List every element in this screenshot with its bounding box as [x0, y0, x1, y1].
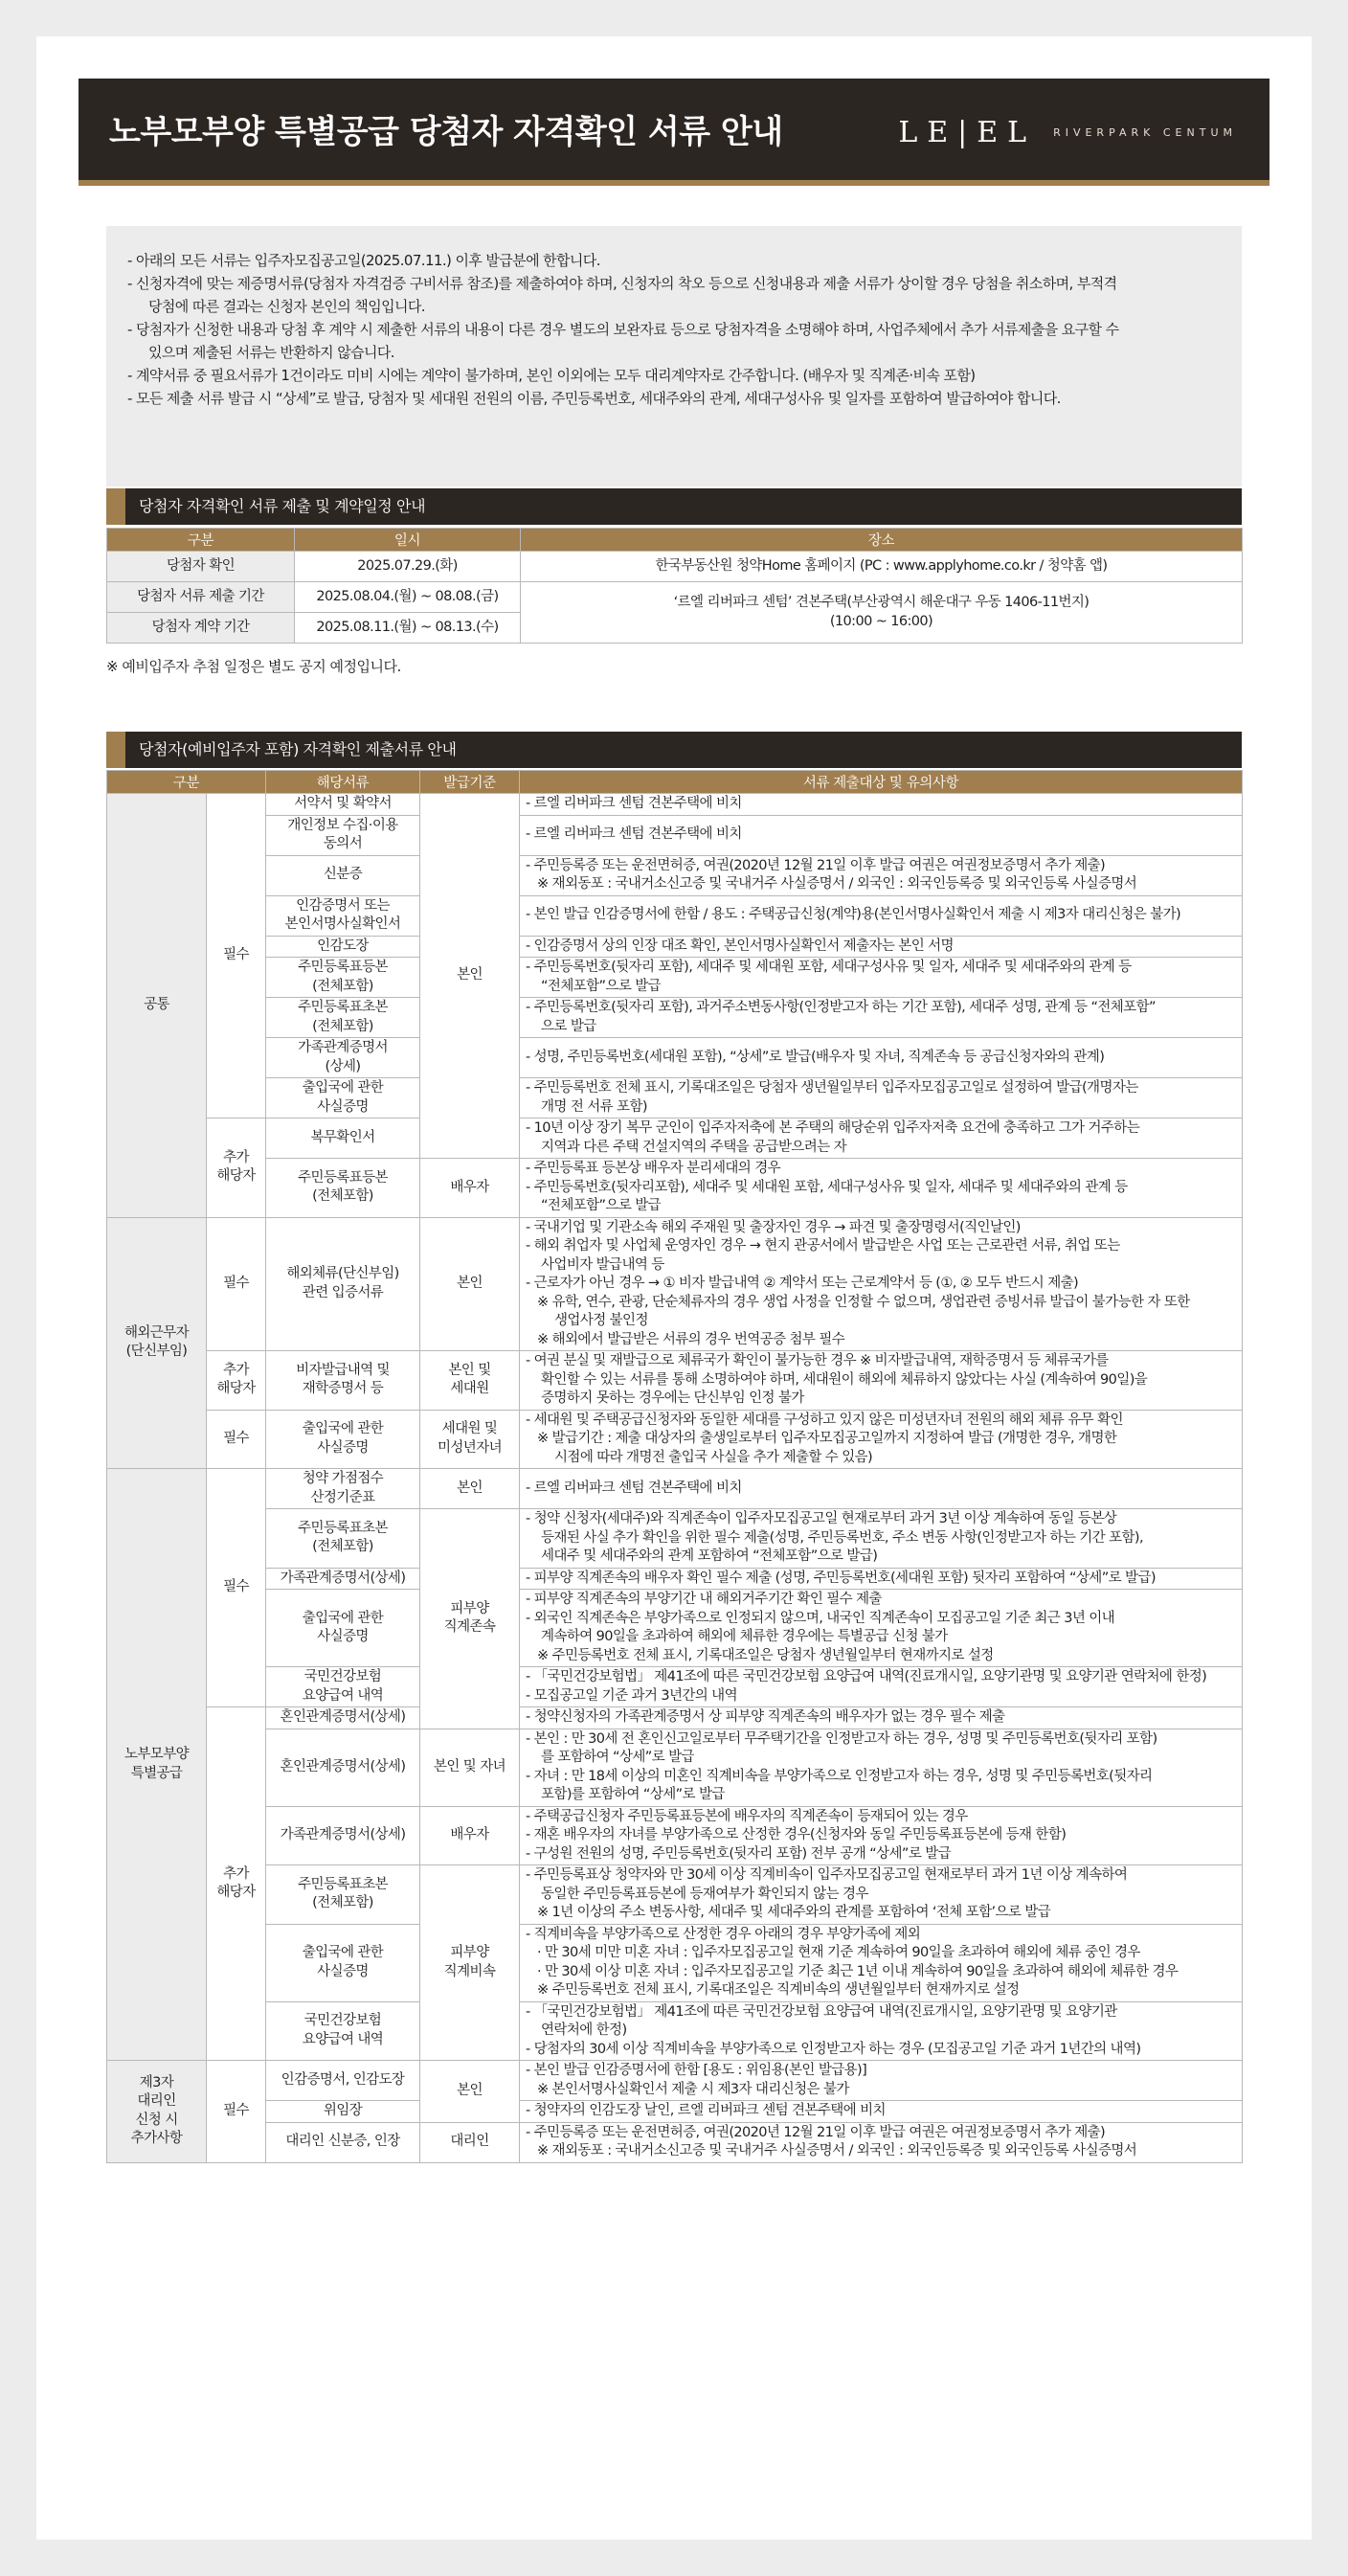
- column-header: 해당서류: [266, 771, 420, 794]
- table-row: [107, 1038, 1243, 1078]
- issuer: 본인 및 세대원: [420, 1351, 520, 1411]
- doc-note: - 주민등록증 또는 운전면허증, 여권(2020년 12월 21일 이후 발급 여권은 여권정보증명서 추가 제출) ※ 재외동포 : 국내거소신고증 및 국내거주 사실증명서 / 외국인 : 외국인등록증 및 외국인등록 사실증명서: [520, 2122, 1243, 2162]
- documents-table: [106, 770, 1243, 2163]
- doc-note: - 본인 발급 인감증명서에 한함 / 용도 : 주택공급신청(계약)용(본인서명사실확인서 제출 시 제3자 대리신청은 불가): [520, 895, 1243, 936]
- doc-note: - 국내기업 및 기관소속 해외 주재원 및 출장자인 경우 → 파견 및 출장명령서(직인날인) - 해외 취업자 및 사업체 운영자인 경우 → 현지 관공서에서 발급받은 사업 또는 근로관련 서류, 취업 또는 사업비자 발급내역 등 - 근로자가 아닌 경우 → ① 비자 발급내역 ② 계약서 또는 근로계약서 등 (①, ② 모두 반드시 제출) ※ 유학, 연수, 관광, 단순체류자의 경우 생업 사정을 인정할 수 없으며, 생업관련 증빙서류 발급이 불가능한 자 또한 생업사정 불인정 ※ 해외에서 발급받은 서류의 경우 번역공증 첨부 필수: [520, 1217, 1243, 1351]
- doc-name: 혼인관계증명서(상세): [266, 1707, 420, 1729]
- table-row: [107, 2122, 1243, 2162]
- doc-note: - 청약자의 인감도장 날인, 르엘 리버파크 센텀 견본주택에 비치: [520, 2101, 1243, 2123]
- schedule-footnote: ※ 예비입주자 추첨 일정은 별도 공지 예정입니다.: [106, 658, 401, 675]
- logo-mark: LE|EL: [898, 115, 1037, 149]
- doc-name: 가족관계증명서(상세): [266, 1568, 420, 1590]
- doc-note: - 주민등록번호(뒷자리 포함), 과거주소변동사항(인정받고자 하는 기간 포함), 세대주 성명, 관계 등 “전체포함” 으로 발급: [520, 998, 1243, 1038]
- schedule-label: 당첨자 확인: [107, 552, 295, 582]
- doc-note: - 주민등록번호(뒷자리 포함), 세대주 및 세대원 포함, 세대구성사유 및 일자, 세대주 및 세대주와의 관계 등 “전체포함”으로 발급: [520, 958, 1243, 998]
- notice-box: [106, 226, 1242, 486]
- notice-line: - 계약서류 중 필요서류가 1건이라도 미비 시에는 계약이 불가하며, 본인 이외에는 모두 대리계약자로 간주합니다. (배우자 및 직계존·비속 포함): [127, 367, 976, 384]
- logo-subtitle: RIVERPARK CENTUM: [1053, 125, 1237, 139]
- table-row: [107, 998, 1243, 1038]
- table-row: [107, 1469, 1243, 1509]
- issuer: 본인: [420, 1469, 520, 1509]
- page-header: [79, 79, 1269, 186]
- issuer: 본인: [420, 794, 520, 1159]
- table-row: [107, 1351, 1243, 1411]
- brand-logo: [898, 79, 1237, 186]
- notice-line: - 모든 제출 서류 발급 시 “상세”로 발급, 당첨자 및 세대원 전원의 이름, 주민등록번호, 세대주와의 관계, 세대구성사유 및 일자를 포함하여 발급하여야 합니다.: [127, 390, 1061, 407]
- doc-note: - 10년 이상 장기 복무 군인이 입주자저축에 본 주택의 해당순위 입주자저축 요건에 충족하고 그가 거주하는 지역과 다른 주택 건설지역의 주택을 공급받으려는 자: [520, 1119, 1243, 1159]
- issuer: 본인: [420, 1217, 520, 1351]
- issuer: 세대원 및 미성년자녀: [420, 1410, 520, 1469]
- doc-name: 주민등록표등본 (전체포함): [266, 958, 420, 998]
- doc-name: 청약 가점점수 산정기준표: [266, 1469, 420, 1509]
- doc-name: 비자발급내역 및 재학증명서 등: [266, 1351, 420, 1411]
- column-header: 구분: [107, 771, 266, 794]
- doc-note: - 「국민건강보험법」 제41조에 따른 국민건강보험 요양급여 내역(진료개시일, 요양기관명 및 요양기관 연락처에 한정) - 당첨자의 30세 이상 직계비속을 부양가족으로 인정받고자 하는 경우 (모집공고일 기준 과거 1년간의 내역): [520, 2001, 1243, 2061]
- schedule-place: [521, 582, 1243, 644]
- subgroup-label: 필수: [207, 1217, 266, 1351]
- table-row: [107, 1729, 1243, 1806]
- table-row: [107, 815, 1243, 855]
- schedule-date: 2025.07.29.(화): [295, 552, 521, 582]
- doc-note: - 주민등록표 등본상 배우자 분리세대의 경우 - 주민등록번호(뒷자리포함), 세대주 및 세대원 포함, 세대구성사유 및 일자, 세대주 및 세대주와의 관계 등 “전체포함”으로 발급: [520, 1159, 1243, 1218]
- doc-note: - 피부양 직계존속의 부양기간 내 해외거주기간 확인 필수 제출 - 외국인 직계존속은 부양가족으로 인정되지 않으며, 내국인 직계존속이 모집공고일 기준 최근 3년 이내 계속하여 90일을 초과하여 해외에 체류한 경우에는 특별공급 신청 불가 ※ 주민등록번호 전체 표시, 기록대조일은 당첨자 생년월일부터 현재까지로 설정: [520, 1590, 1243, 1667]
- doc-note: - 「국민건강보험법」 제41조에 따른 국민건강보험 요양급여 내역(진료개시일, 요양기관명 및 요양기관 연락처에 한정) - 모집공고일 기준 과거 3년간의 내역: [520, 1667, 1243, 1707]
- table-row: [107, 1667, 1243, 1707]
- doc-name: 복무확인서: [266, 1119, 420, 1159]
- table-row: [107, 1217, 1243, 1351]
- doc-name: 신분증: [266, 855, 420, 895]
- table-row: [107, 1865, 1243, 1925]
- table-row: [107, 855, 1243, 895]
- doc-name: 국민건강보험 요양급여 내역: [266, 1667, 420, 1707]
- issuer: 배우자: [420, 1159, 520, 1218]
- doc-note: - 성명, 주민등록번호(세대원 포함), “상세”로 발급(배우자 및 자녀, 직계존속 등 공급신청자와의 관계): [520, 1038, 1243, 1078]
- table-row: [107, 895, 1243, 936]
- doc-note: - 여권 분실 및 재발급으로 체류국가 확인이 불가능한 경우 ※ 비자발급내역, 재학증명서 등 체류국가를 확인할 수 있는 서류를 통해 소명하여야 하며, 세대원이 해외에 체류하지 않았다는 사실 (계속하여 90일)을 증명하지 못하는 경우에는 단신부임 인정 불가: [520, 1351, 1243, 1411]
- table-row: [107, 2001, 1243, 2061]
- notice-line: 당첨에 따른 결과는 신청자 본인의 책임입니다.: [148, 298, 425, 315]
- doc-name: 가족관계증명서(상세): [266, 1806, 420, 1865]
- subgroup-label: 필수: [207, 1469, 266, 1707]
- issuer: 대리인: [420, 2122, 520, 2162]
- subgroup-label: 필수: [207, 1410, 266, 1469]
- section-title-schedule: 당첨자 자격확인 서류 제출 및 계약일정 안내: [106, 488, 1242, 525]
- table-row: [107, 582, 1243, 613]
- notice-line: - 당첨자가 신청한 내용과 당첨 후 계약 시 제출한 서류의 내용이 다른 경우 별도의 보완자료 등으로 당첨자격을 소명해야 하며, 사업주체에서 추가 서류제출을 요구할 수: [127, 321, 1119, 338]
- doc-note: - 주택공급신청자 주민등록표등본에 배우자의 직계존속이 등재되어 있는 경우 - 재혼 배우자의 자녀를 부양가족으로 산정한 경우(신청자와 동일 주민등록표등본에 등재 한함) - 구성원 전원의 성명, 주민등록번호(뒷자리 포함) 전부 공개 “상세”로 발급: [520, 1806, 1243, 1865]
- table-row: [107, 1509, 1243, 1569]
- doc-note: - 본인 : 만 30세 전 혼인신고일로부터 무주택기간을 인정받고자 하는 경우, 성명 및 주민등록번호(뒷자리 포함) 를 포함하여 “상세”로 발급 - 자녀 : 만 18세 이상의 미혼인 직계비속을 부양가족으로 인정받고자 하는 경우, 성명 및 주민등록번호(뒷자리 포함)를 포함하여 “상세”로 발급: [520, 1729, 1243, 1806]
- section-title-documents: 당첨자(예비입주자 포함) 자격확인 제출서류 안내: [106, 732, 1242, 768]
- issuer: 피부양 직계비속: [420, 1865, 520, 2061]
- doc-name: 주민등록표등본 (전체포함): [266, 1159, 420, 1218]
- group-label: 해외근무자 (단신부임): [107, 1217, 207, 1469]
- table-row: [107, 936, 1243, 958]
- schedule-date: 2025.08.11.(월) ~ 08.13.(수): [295, 613, 521, 644]
- doc-name: 출입국에 관한 사실증명: [266, 1590, 420, 1667]
- doc-note: - 세대원 및 주택공급신청자와 동일한 세대를 구성하고 있지 않은 미성년자녀 전원의 해외 체류 유무 확인 ※ 발급기간 : 제출 대상자의 출생일로부터 입주자모집공고일까지 지정하여 발급 (개명한 경우, 개명한 시점에 따라 개명전 출입국 사실을 추가 제출할 수 있음): [520, 1410, 1243, 1469]
- doc-name: 서약서 및 확약서: [266, 794, 420, 816]
- table-row: [107, 1119, 1243, 1159]
- doc-note: - 르엘 리버파크 센텀 견본주택에 비치: [520, 815, 1243, 855]
- table-row: [107, 958, 1243, 998]
- doc-name: 인감증명서 또는 본인서명사실확인서: [266, 895, 420, 936]
- subgroup-label: 필수: [207, 2061, 266, 2163]
- column-header: 발급기준: [420, 771, 520, 794]
- doc-note: - 청약신청자의 가족관계증명서 상 피부양 직계존속의 배우자가 없는 경우 필수 제출: [520, 1707, 1243, 1729]
- issuer: 배우자: [420, 1806, 520, 1865]
- table-row: [107, 552, 1243, 582]
- doc-name: 주민등록표초본 (전체포함): [266, 998, 420, 1038]
- subgroup-label: 추가 해당자: [207, 1119, 266, 1218]
- doc-name: 주민등록표초본 (전체포함): [266, 1509, 420, 1569]
- schedule-place: 한국부동산원 청약Home 홈페이지 (PC : www.applyhome.co.kr / 청약홈 앱): [521, 552, 1243, 582]
- group-label: 제3자 대리인 신청 시 추가사항: [107, 2061, 207, 2163]
- issuer: 피부양 직계존속: [420, 1509, 520, 1729]
- column-header: 서류 제출대상 및 유의사항: [520, 771, 1243, 794]
- group-label: 공통: [107, 794, 207, 1218]
- issuer: 본인: [420, 2061, 520, 2123]
- doc-note: - 청약 신청자(세대주)와 직계존속이 입주자모집공고일 현재로부터 과거 3년 이상 계속하여 동일 등본상 등재된 사실 추가 확인을 위한 필수 제출(성명, 주민등록번호, 주소 변동 사항(인정받고자 하는 기간 포함), 세대주 및 세대주와의 관계 포함하여 “전체포함”으로 발급): [520, 1509, 1243, 1569]
- doc-note: - 주민등록증 또는 운전면허증, 여권(2020년 12월 21일 이후 발급 여권은 여권정보증명서 추가 제출) ※ 재외동포 : 국내거소신고증 및 국내거주 사실증명서 / 외국인 : 외국인등록증 및 외국인등록 사실증명서: [520, 855, 1243, 895]
- table-row: [107, 1924, 1243, 2001]
- table-row: [107, 1078, 1243, 1119]
- doc-note: - 주민등록표상 청약자와 만 30세 이상 직계비속이 입주자모집공고일 현재로부터 과거 1년 이상 계속하여 동일한 주민등록표등본에 등재여부가 확인되지 않는 경우 ※ 1년 이상의 주소 변동사항, 세대주 및 세대주와의 관계를 포함하여 ‘전체 포함’으로 발급: [520, 1865, 1243, 1925]
- table-row: [107, 1707, 1243, 1729]
- page-title: 노부모부양 특별공급 당첨자 자격확인 서류 안내: [109, 113, 783, 151]
- doc-name: 인감도장: [266, 936, 420, 958]
- group-label: 노부모부양 특별공급: [107, 1469, 207, 2061]
- doc-name: 출입국에 관한 사실증명: [266, 1924, 420, 2001]
- doc-name: 출입국에 관한 사실증명: [266, 1078, 420, 1119]
- doc-name: 가족관계증명서 (상세): [266, 1038, 420, 1078]
- notice-line: 있으며 제출된 서류는 반환하지 않습니다.: [148, 344, 394, 361]
- table-row: [107, 1568, 1243, 1590]
- table-row: [107, 1806, 1243, 1865]
- notice-line: - 신청자격에 맞는 제증명서류(당첨자 자격검증 구비서류 참조)를 제출하여야 하며, 신청자의 착오 등으로 신청내용과 제출 서류가 상이할 경우 당첨을 취소하며, 부적격: [127, 275, 1117, 292]
- table-row: [107, 794, 1243, 816]
- doc-note: - 피부양 직계존속의 배우자 확인 필수 제출 (성명, 주민등록번호(세대원 포함) 뒷자리 포함하여 “상세”로 발급): [520, 1568, 1243, 1590]
- column-header: 구분: [107, 529, 295, 552]
- doc-name: 개인정보 수집·이용 동의서: [266, 815, 420, 855]
- place-line: ‘르엘 리버파크 센텀’ 견본주택(부산광역시 해운대구 우동 1406-11번지): [673, 595, 1090, 610]
- doc-name: 해외체류(단신부임) 관련 입증서류: [266, 1217, 420, 1351]
- notice-line: - 아래의 모든 서류는 입주자모집공고일(2025.07.11.) 이후 발급분에 한합니다.: [127, 252, 600, 269]
- column-header: 장소: [521, 529, 1243, 552]
- place-line: (10:00 ~ 16:00): [829, 613, 933, 629]
- doc-name: 출입국에 관한 사실증명: [266, 1410, 420, 1469]
- doc-note: - 직계비속을 부양가족으로 산정한 경우 아래의 경우 부양가족에 제외 · 만 30세 미만 미혼 자녀 : 입주자모집공고일 현재 기준 계속하여 90일을 초과하여 해외에 체류 중인 경우 · 만 30세 이상 미혼 자녀 : 입주자모집공고일 기준 최근 1년 이내 계속하여 90일을 초과하여 해외에 체류한 경우 ※ 주민등록번호 전체 표시, 기록대조일은 직계비속의 생년월일부터 현재까지로 설정: [520, 1924, 1243, 2001]
- doc-name: 주민등록표초본 (전체포함): [266, 1865, 420, 1925]
- doc-name: 대리인 신분증, 인장: [266, 2122, 420, 2162]
- doc-note: - 본인 발급 인감증명서에 한함 [용도 : 위임용(본인 발급용)] ※ 본인서명사실확인서 제출 시 제3자 대리신청은 불가: [520, 2061, 1243, 2101]
- table-row: [107, 1590, 1243, 1667]
- doc-note: - 주민등록번호 전체 표시, 기록대조일은 당첨자 생년월일부터 입주자모집공고일로 설정하여 발급(개명자는 개명 전 서류 포함): [520, 1078, 1243, 1119]
- doc-note: - 르엘 리버파크 센텀 견본주택에 비치: [520, 1469, 1243, 1509]
- table-row: [107, 1410, 1243, 1469]
- doc-name: 혼인관계증명서(상세): [266, 1729, 420, 1806]
- subgroup-label: 필수: [207, 794, 266, 1119]
- schedule-label: 당첨자 서류 제출 기간: [107, 582, 295, 613]
- subgroup-label: 추가 해당자: [207, 1707, 266, 2061]
- page: [36, 36, 1312, 2540]
- schedule-table: [106, 528, 1243, 644]
- schedule-date: 2025.08.04.(월) ~ 08.08.(금): [295, 582, 521, 613]
- doc-note: - 인감증명서 상의 인장 대조 확인, 본인서명사실확인서 제출자는 본인 서명: [520, 936, 1243, 958]
- table-row: [107, 2061, 1243, 2101]
- column-header: 일시: [295, 529, 521, 552]
- doc-name: 인감증명서, 인감도장: [266, 2061, 420, 2101]
- schedule-label: 당첨자 계약 기간: [107, 613, 295, 644]
- doc-note: - 르엘 리버파크 센텀 견본주택에 비치: [520, 794, 1243, 816]
- table-row: [107, 2101, 1243, 2123]
- doc-name: 위임장: [266, 2101, 420, 2123]
- doc-name: 국민건강보험 요양급여 내역: [266, 2001, 420, 2061]
- subgroup-label: 추가 해당자: [207, 1351, 266, 1411]
- issuer: 본인 및 자녀: [420, 1729, 520, 1806]
